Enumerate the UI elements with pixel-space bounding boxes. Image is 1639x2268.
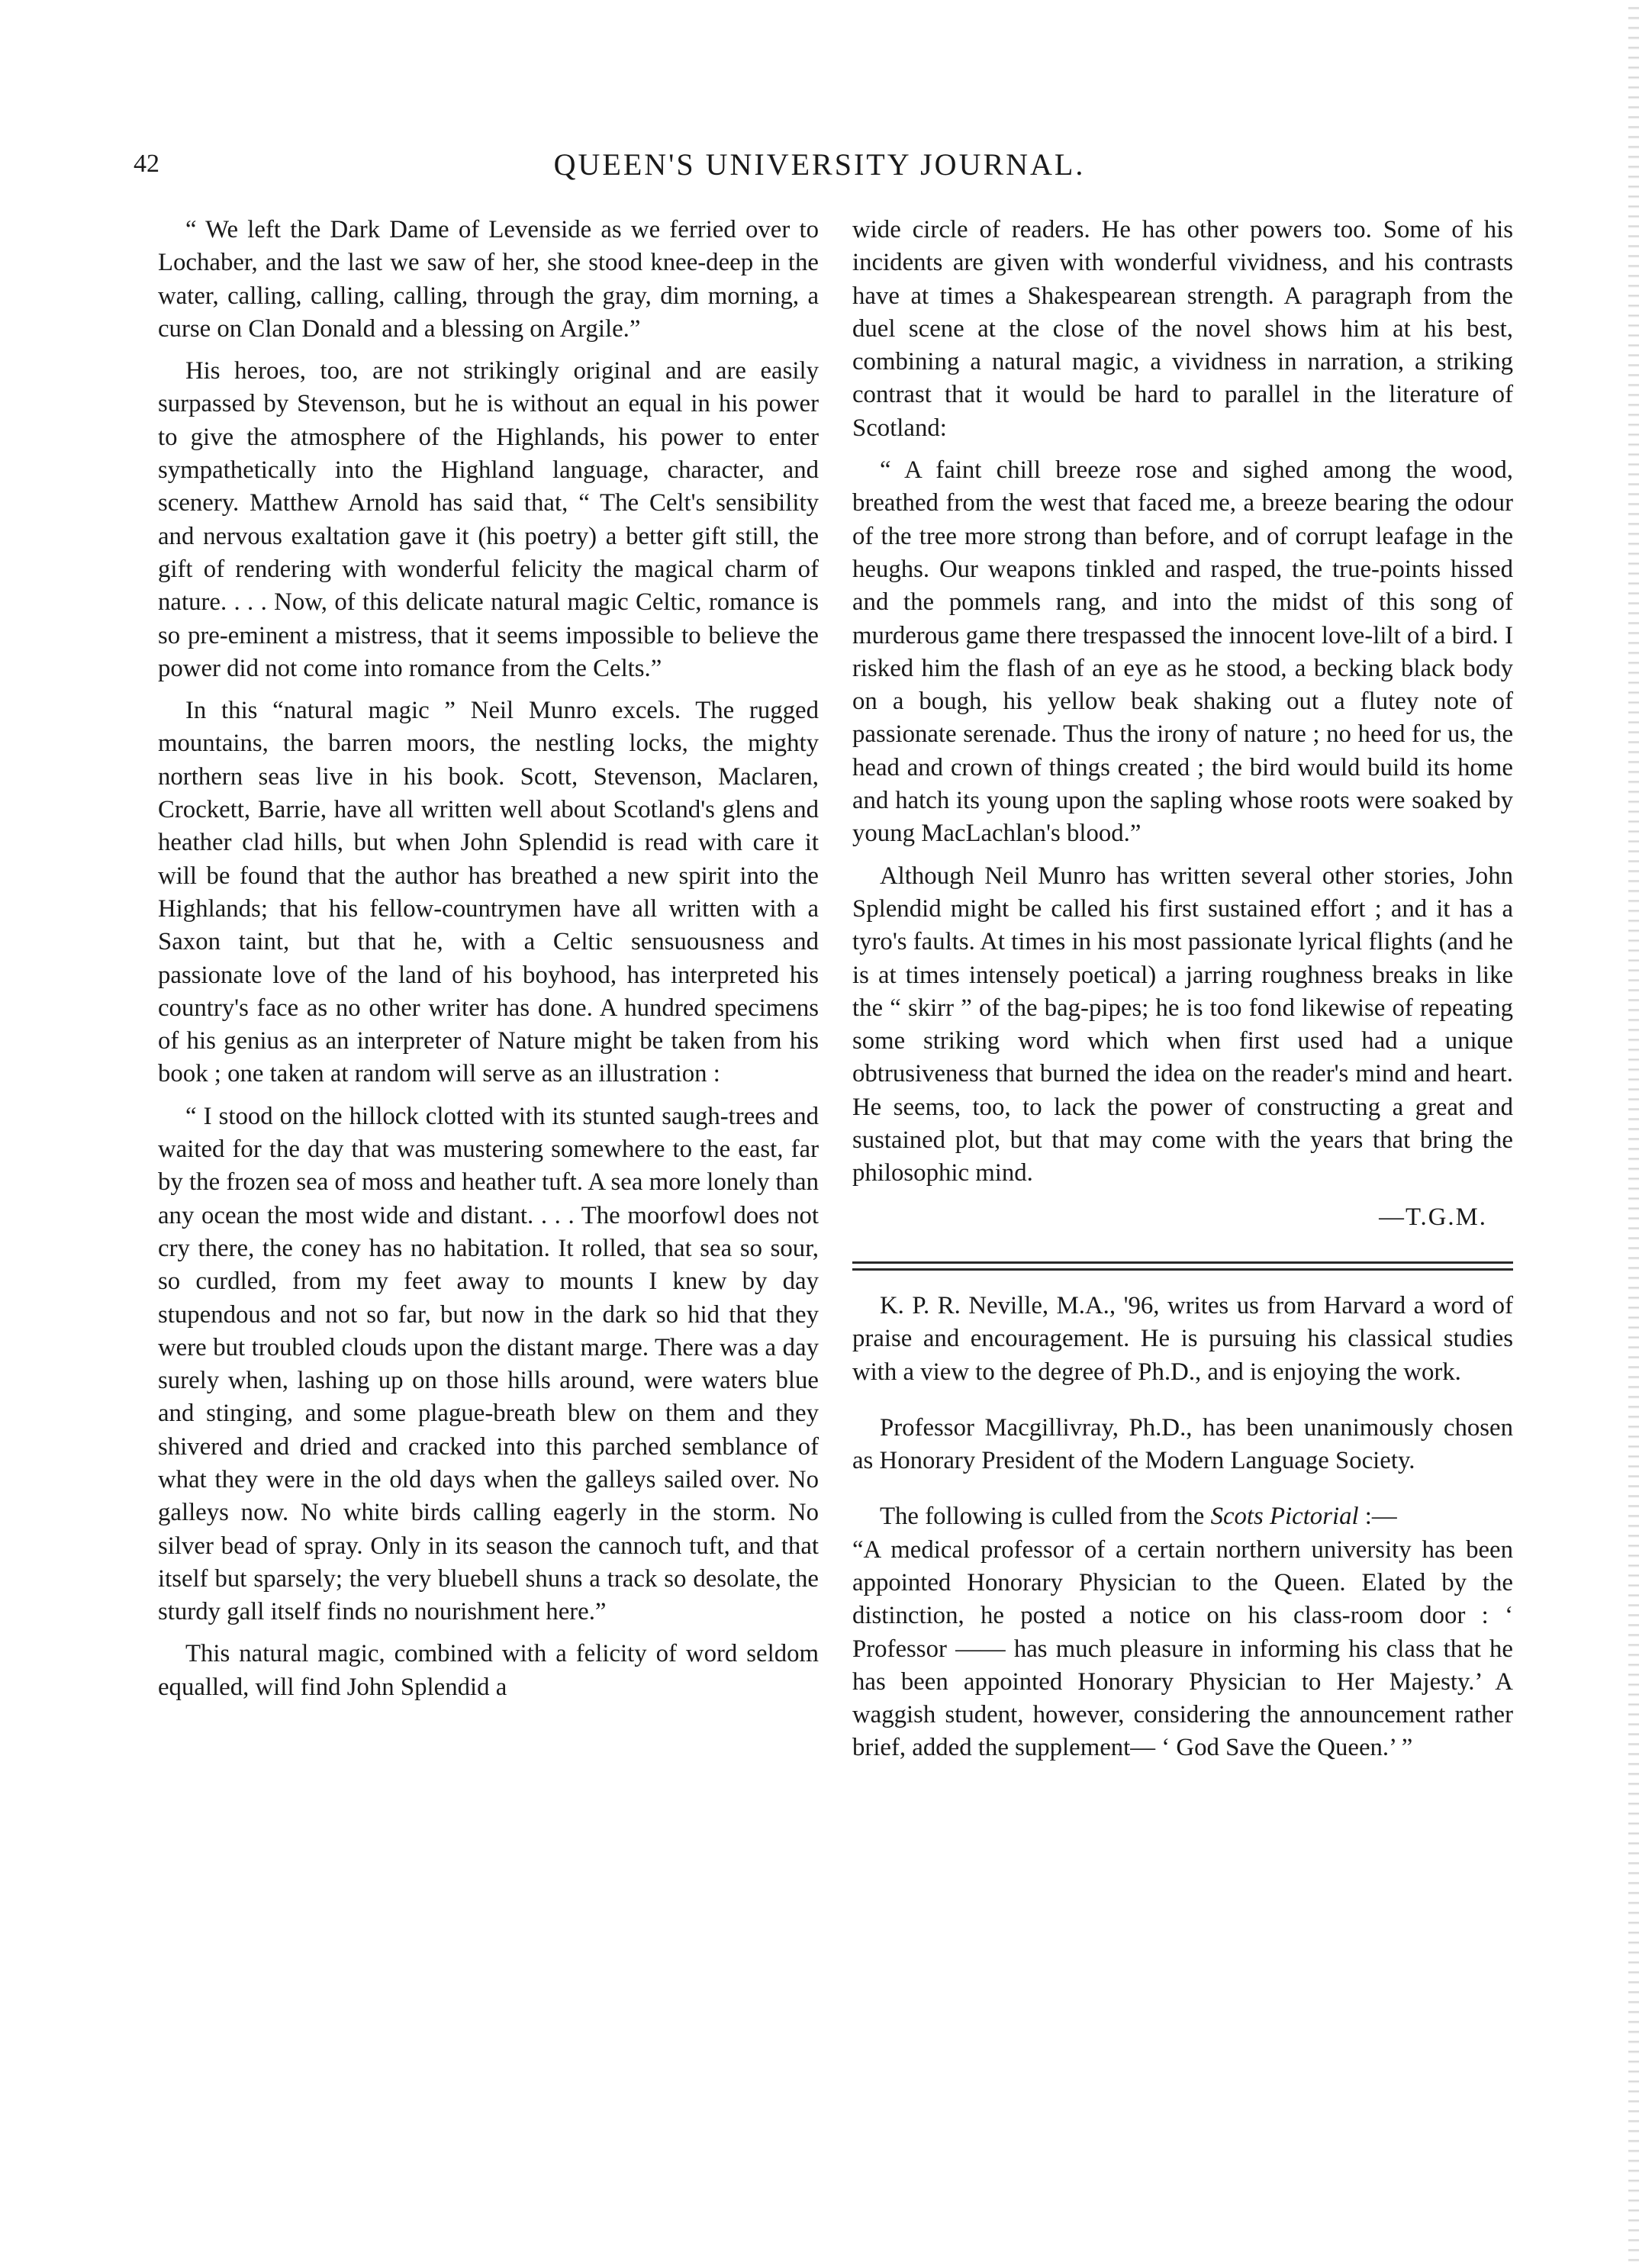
paragraph: This natural magic, combined with a felicity of word seldom equalled, will find John Splendid a [158,1640,819,1701]
section-divider [852,1261,1513,1264]
page-edge [1628,0,1639,2268]
news-quote: “A medical professor of a certain northern university has been appointed Honorary Physician to the Queen. Elated by the distinction, he posted a notice on his class-room door : ‘ Professor —— has much pleasure in informing his class that he has been appointed Honorary Physician to Her Majesty.’ A waggish student, however, considering the announcement rather brief, added the supplement— ‘ God Save the Queen.’ ” [852,1535,1513,1762]
page-number: 42 [134,150,159,178]
paragraph: “ I stood on the hillock clotted with its stunted saugh-trees and waited for the day that was mustering somewhere to the east, far by the frozen sea of moss and heather tuft. A sea more lonely than any ocean the most wide and distant. . . . The moorfowl does not cry there, the coney has no habitation. It rolled, that sea so sour, so curdled, from my feet away to mounts I knew by day stupendous and not so far, but now in the dark so hid that they were but troubled clouds upon the distant marge. There was a day surely when, lashing up on those hills around, were waters blue and stinging, and some plague-breath blew on them and they shivered and dried and cracked into this parched semblance of what they were in the old days when the galleys sailed over. No galleys now. No white birds calling eagerly in the storm. No silver bead of spray. Only in its season the cannoch tuft, and that itself but sparsely; the very bluebell shuns a track so desolate, the sturdy gall itself finds no nourishment here.” [158,1102,819,1626]
news-item: K. P. R. Neville, M.A., '96, writes us from Harvard a word of praise and encouragement. He is pursuing his classical studies with a view to the degree of Ph.D., and is enjoying the work. [852,1291,1513,1386]
paragraph: His heroes, too, are not strikingly original and are easily surpassed by Stevenson, but he is without an equal in his power to give the atmosphere of the Highlands, his power to enter sympathetically into the Highland language, character, and scenery. Matthew Arnold has said that, “ The Celt's sensibility and nervous exaltation gave it (his poetry) a better gift still, the gift of rendering with wonderful felicity the magical charm of nature. . . . Now, of this delicate natural magic Celtic, romance is so pre-eminent a mistress, that it seems impossible to believe the power did not come into romance from the Celts.” [158,357,819,682]
news-lead: The following is culled from the [880,1503,1211,1531]
paragraph: wide circle of readers. He has other powers too. Some of his incidents are given with wonderful vividness, and his contrasts have at times a Shakespearean strength. A paragraph from the duel scene at the close of the novel shows him at his best, combining a natural magic, a vividness in narration, a striking contrast that it would be hard to parallel in the literature of Scotland: [852,216,1513,442]
author-signature: —T.G.M. [1379,1203,1487,1231]
news-item [852,1500,1513,1764]
paragraph: In this “natural magic ” Neil Munro excels. The rugged mountains, the barren moors, the nestling locks, the mighty northern seas live in his book. Scott, Stevenson, Maclaren, Crockett, Barrie, have all written well about Scotland's glens and heather clad hills, but when John Splendid is read with care it will be found that the author has breathed a new spirit into the Highlands; that his fellow-countrymen have all written with a Saxon taint, but that he, with a Celtic sensuousness and passionate love of the land of his boyhood, has interpreted his country's face as no other writer has done. A hundred specimens of his genius as an interpreter of Nature might be taken from his book ; one taken at random will serve as an illustration : [158,697,819,1088]
paragraph: “ We left the Dark Dame of Levenside as we ferried over to Lochaber, and the last we saw of her, she stood knee-deep in the water, calling, calling, calling, through the gray, dim morning, a curse on Clan Donald and a blessing on Argile.” [158,216,819,343]
running-head: QUEEN'S UNIVERSITY JOURNAL. [553,147,1086,182]
news-item: Professor Macgillivray, Ph.D., has been unanimously chosen as Honorary President of the Modern Language Society. [852,1413,1513,1475]
right-column [852,214,1513,1788]
publication-title: Scots Pictorial [1210,1503,1359,1531]
paragraph: Although Neil Munro has written several other stories, John Splendid might be called his first sustained effort ; and it has a tyro's faults. At times in his most passionate lyrical flights (and he is at times intensely poetical) a jarring roughness breaks in like the “ skirr ” of the bag-pipes; he is too fond likewise of repeating some striking word which when first used had a unique obtrusiveness that burned the idea on the reader's mind and heart. He seems, too, to lack the power of constructing a great and sustained plot, but that may come with the years that bring the philosophic mind. [852,862,1513,1187]
paragraph: “ A faint chill breeze rose and sighed among the wood, breathed from the west that faced me, a breeze bearing the odour of the tree more strong than before, and of corrupt leafage in the heughs. Our weapons tinkled and rasped, the true-points hissed and the pommels rang, and into the midst of this song of murderous game there trespassed the innocent love-lilt of a bird. I risked him the flash of an eye as he stood, a becking black body on a bough, his yellow beak shaking out a flutey note of passionate serenade. Thus the irony of nature ; no heed for us, the head and crown of things created ; the bird would build its home and hatch its young upon the sapling whose roots were soaked by young MacLachlan's blood.” [852,456,1513,848]
news-lead-tail: :— [1358,1503,1397,1531]
left-column [158,214,819,1713]
